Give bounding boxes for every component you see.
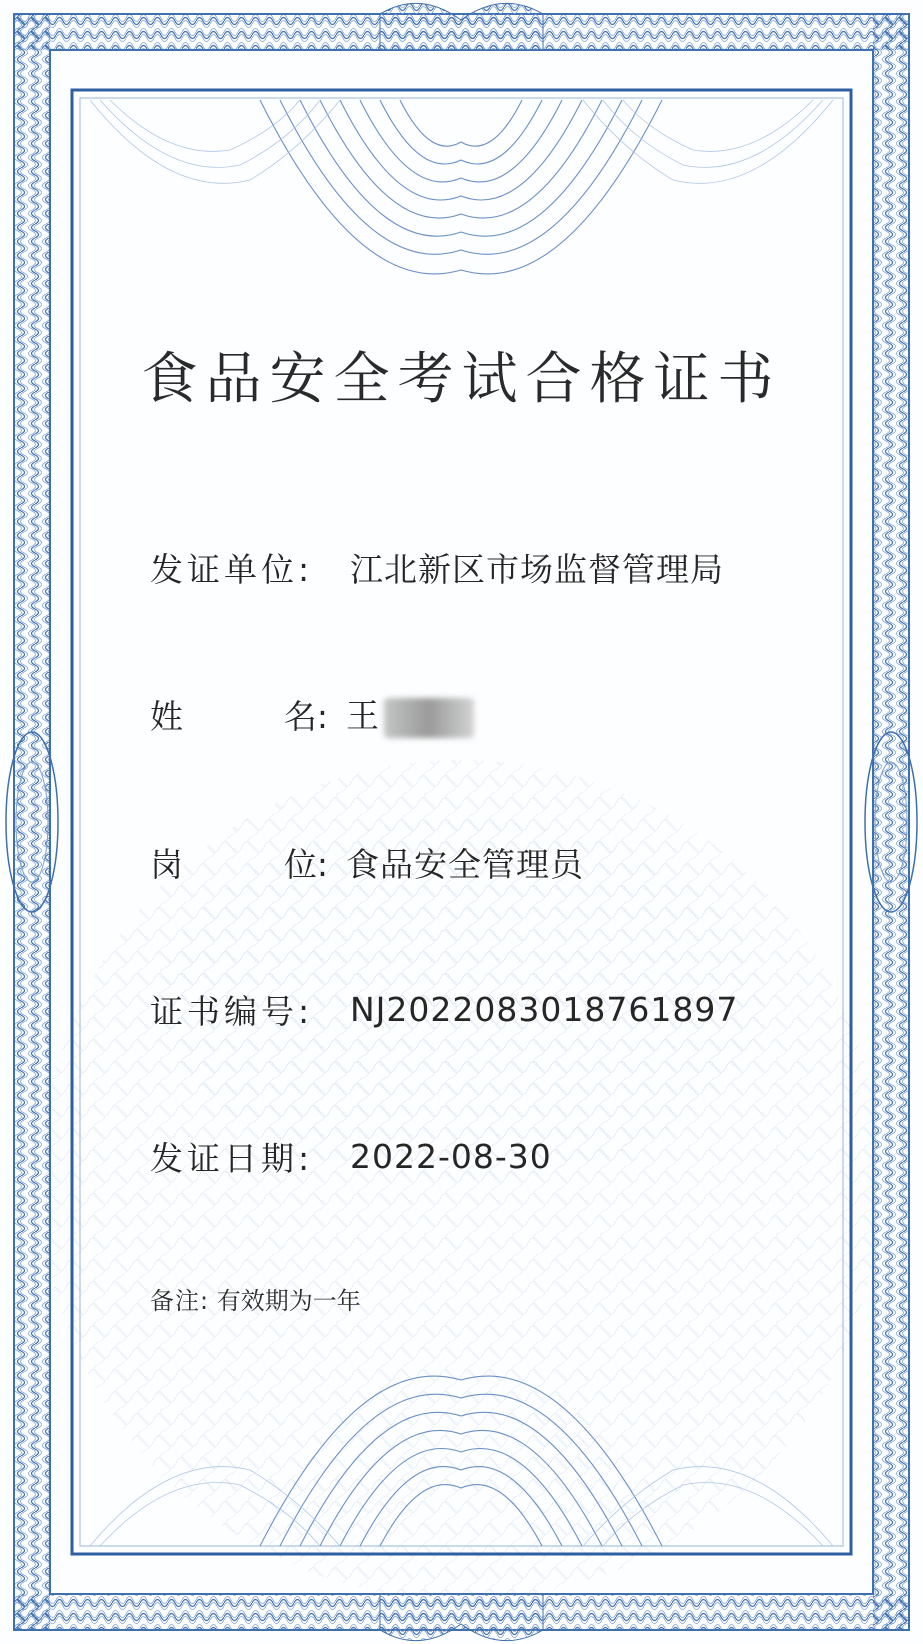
issue-date-value: 2022-08-30 — [350, 1136, 552, 1176]
name-row — [150, 690, 474, 738]
remark-row — [150, 1281, 361, 1316]
issuer-row — [150, 543, 724, 591]
position-label-first: 岗 — [150, 844, 183, 884]
issuer-label: 发证单位: — [150, 549, 314, 589]
name-label-first: 姓 — [150, 696, 183, 736]
name-value-visible: 王 — [346, 696, 380, 736]
certificate-title: 食品安全考试合格证书 — [141, 347, 782, 412]
position-label — [150, 839, 328, 886]
remark-label: 备注: — [150, 1287, 210, 1315]
position-row — [150, 838, 584, 886]
name-value — [346, 690, 474, 738]
certificate-number-label: 证书编号: — [150, 991, 314, 1031]
name-label — [150, 691, 328, 738]
position-label-last: 位: — [283, 844, 328, 884]
name-label-last: 名: — [283, 696, 328, 736]
issue-date-row — [150, 1132, 552, 1180]
certificate-number-row — [150, 985, 738, 1033]
issuer-value: 江北新区市场监督管理局 — [350, 549, 724, 589]
certificate-number-value: NJ2022083018761897 — [350, 989, 739, 1029]
name-redaction-blur — [384, 698, 474, 738]
issue-date-label: 发证日期: — [150, 1138, 314, 1178]
remark-value: 有效期为一年 — [216, 1287, 361, 1315]
position-value: 食品安全管理员 — [346, 844, 584, 884]
